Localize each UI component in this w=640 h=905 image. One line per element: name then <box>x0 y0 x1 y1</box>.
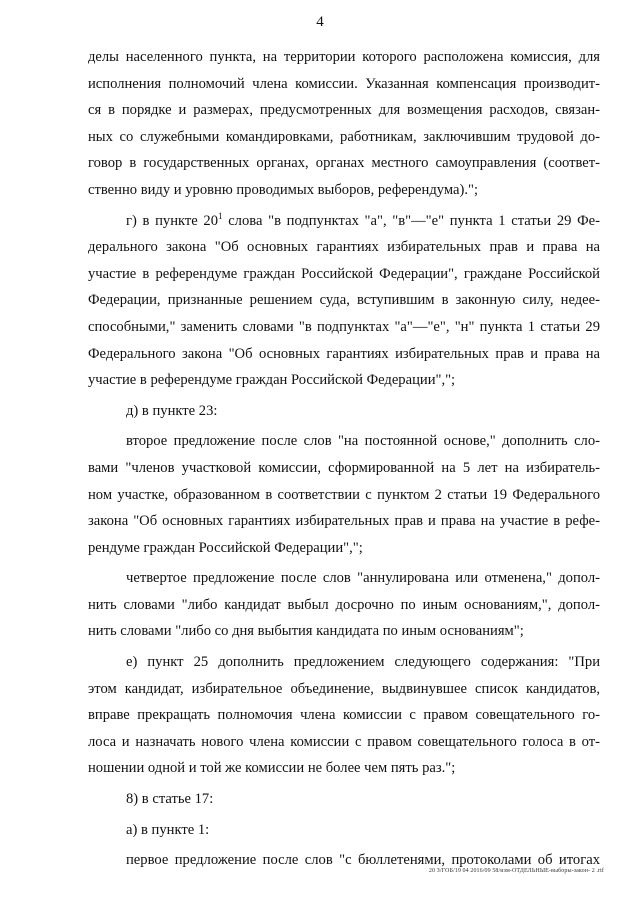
text-line: второе предложение после слов "на постоянной основе," дополнить сло- <box>126 433 600 450</box>
paragraph-item-e <box>88 649 600 782</box>
text-line: г) в пункте $20^1$ слова "в подпунктах "а", "в"—"е" пункта 1 статьи 29 Фе- <box>126 210 601 229</box>
paragraph-compensation <box>88 44 600 204</box>
text-line: рендуме граждан Российской Федерации","; <box>88 539 363 556</box>
text-line: Федерального закона "Об основных гарантиях избирательных прав и права на <box>88 345 600 362</box>
text-line: нить словами "либо кандидат выбыл досрочно по иным основаниям,", допол- <box>88 596 600 613</box>
text-line: делы населенного пункта, на территории которого расположена комиссия, для <box>88 49 600 65</box>
text-line: участие в референдуме граждан Российской Федерации","; <box>88 372 456 389</box>
text-line: способными," заменить словами "в подпунктах "а"—"е", "н" пункта 1 статьи 29 <box>88 318 600 335</box>
text-line: закона "Об основных гарантиях избирательных прав и права на участие в рефе- <box>88 513 600 530</box>
text-line: Федерации, признанные решением суда, вступившим в законную силу, недее- <box>88 292 600 309</box>
paragraph-item-g <box>88 208 600 394</box>
text-line: е) пункт 25 дополнить предложением следующего содержания: "При <box>126 654 600 671</box>
page-number: 4 <box>316 14 324 30</box>
text-line: дерального закона "Об основных гарантиях избирательных прав и права на <box>88 239 600 256</box>
text-line: ном участке, образованном в соответствии с пунктом 2 статьи 19 Федерального <box>88 486 600 503</box>
text-line: ных со служебными командировками, работникам, заключившим трудовой до- <box>88 128 600 145</box>
text-line: этом кандидат, избирательное объединение, выдвинувшее список кандидатов, <box>88 680 600 697</box>
text-line: говор в государственных органах, органах местного самоуправления (соответ- <box>88 155 600 172</box>
paragraph-fourth-sentence <box>88 565 600 645</box>
text-line: участие в референдуме граждан Российской Федерации", граждане Российской <box>88 265 600 282</box>
text-line: ся в порядке и размерах, предусмотренных для возмещения расходов, связан- <box>88 102 600 119</box>
text-line: вами "членов участковой комиссии, сформированной на 5 лет на избиратель- <box>88 459 600 476</box>
text-line: ношении одной и той же комиссии не более чем пять раз."; <box>88 760 456 777</box>
paragraph-item-d: д) в пункте 23: <box>126 402 218 419</box>
text-line: нить словами "либо со дня выбытия кандидата по иным основаниям"; <box>88 623 524 640</box>
text-line: вправе прекращать полномочия члена комиссии с правом совещательного го- <box>88 707 600 724</box>
superscript: 1 <box>218 210 223 221</box>
text-line: исполнения полномочий члена комиссии. Указанная компенсация производит- <box>88 75 600 92</box>
text-line: четвертое предложение после слов "аннулирована или отменена," допол- <box>126 570 600 587</box>
paragraph-item-8: 8) в статье 17: <box>126 791 214 808</box>
paragraph-item-a: а) в пункте 1: <box>126 821 210 838</box>
document-body <box>88 44 600 874</box>
paragraph-first-sentence: первое предложение после слов "с бюллетенями, протоколами об итогах <box>126 852 600 869</box>
text-line: ственно виду и уровню проводимых выборов, референдума)."; <box>88 181 478 198</box>
text-line: лоса и назначать нового члена комиссии с правом совещательного голоса в от- <box>88 733 600 750</box>
paragraph-second-sentence <box>88 428 600 561</box>
file-footer: 20 З/ГОБ/19 04 2016/09 58/изм-ОТДЕЛЬНЫЕ-выборы-закон- 2 .rtf <box>428 868 604 874</box>
